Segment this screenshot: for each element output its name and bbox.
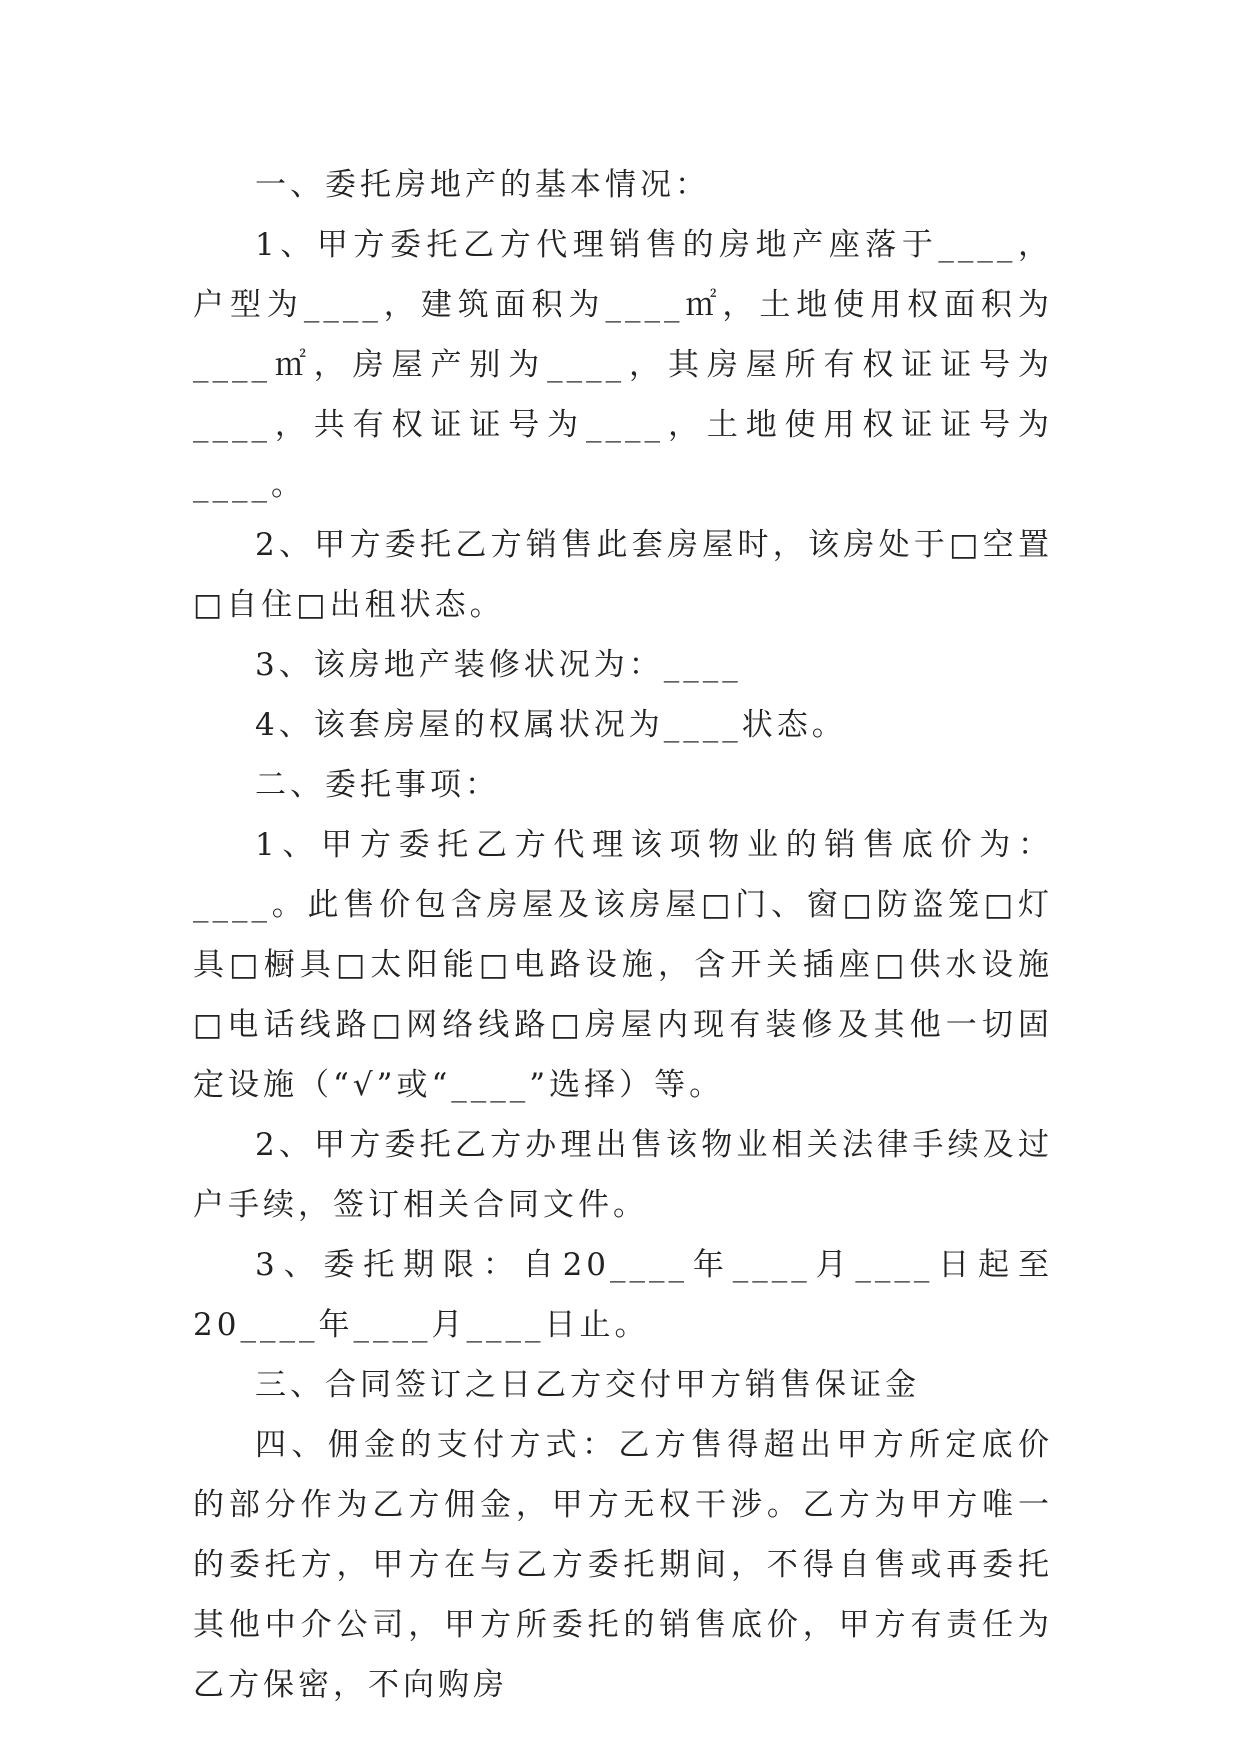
section-2-heading: 二、委托事项：	[255, 767, 500, 803]
clause-2-2-legal-procedures: 2、甲方委托乙方办理出售该物业相关法律手续及过户手续，签订相关合同文件。	[193, 1127, 1053, 1223]
clause-1-4-ownership-status: 4、该套房屋的权属状况为____状态。	[255, 707, 847, 743]
clause-2-3-commission-period: 3、委托期限：自20____年____月____日起至20____年____月____日止。	[193, 1247, 1053, 1343]
clause-1-3-decoration-status: 3、该房地产装修状况为：____	[255, 647, 742, 683]
section-4-commission-payment: 四、佣金的支付方式：乙方售得超出甲方所定底价的部分作为乙方佣金，甲方无权干涉。乙方为甲方唯一的委托方，甲方在与乙方委托期间，不得自售或再委托其他中介公司，甲方所委托的销售底价，甲方有责任为乙方保密，不向购房	[193, 1427, 1053, 1703]
section-1-heading: 一、委托房地产的基本情况：	[255, 167, 710, 203]
clause-1-1-property-details: 1、甲方委托乙方代理销售的房地产座落于____，户型为____，建筑面积为____㎡，土地使用权面积为____㎡，房屋产别为____，其房屋所有权证证号为____，共有权证证号为____，土地使用权证证号为____。	[193, 227, 1053, 503]
clause-2-1-base-price: 1、甲方委托乙方代理该项物业的销售底价为：____。此售价包含房屋及该房屋□门、窗□防盗笼□灯具□橱具□太阳能□电路设施，含开关插座□供水设施□电话线路□网络线路□房屋内现有装修及其他一切固定设施（“√”或“____”选择）等。	[193, 827, 1053, 1103]
clause-1-2-occupancy-status: 2、甲方委托乙方销售此套房屋时，该房处于□空置□自住□出租状态。	[193, 527, 1053, 623]
document-body	[193, 155, 1053, 1715]
section-3-deposit: 三、合同签订之日乙方交付甲方销售保证金	[255, 1367, 920, 1403]
